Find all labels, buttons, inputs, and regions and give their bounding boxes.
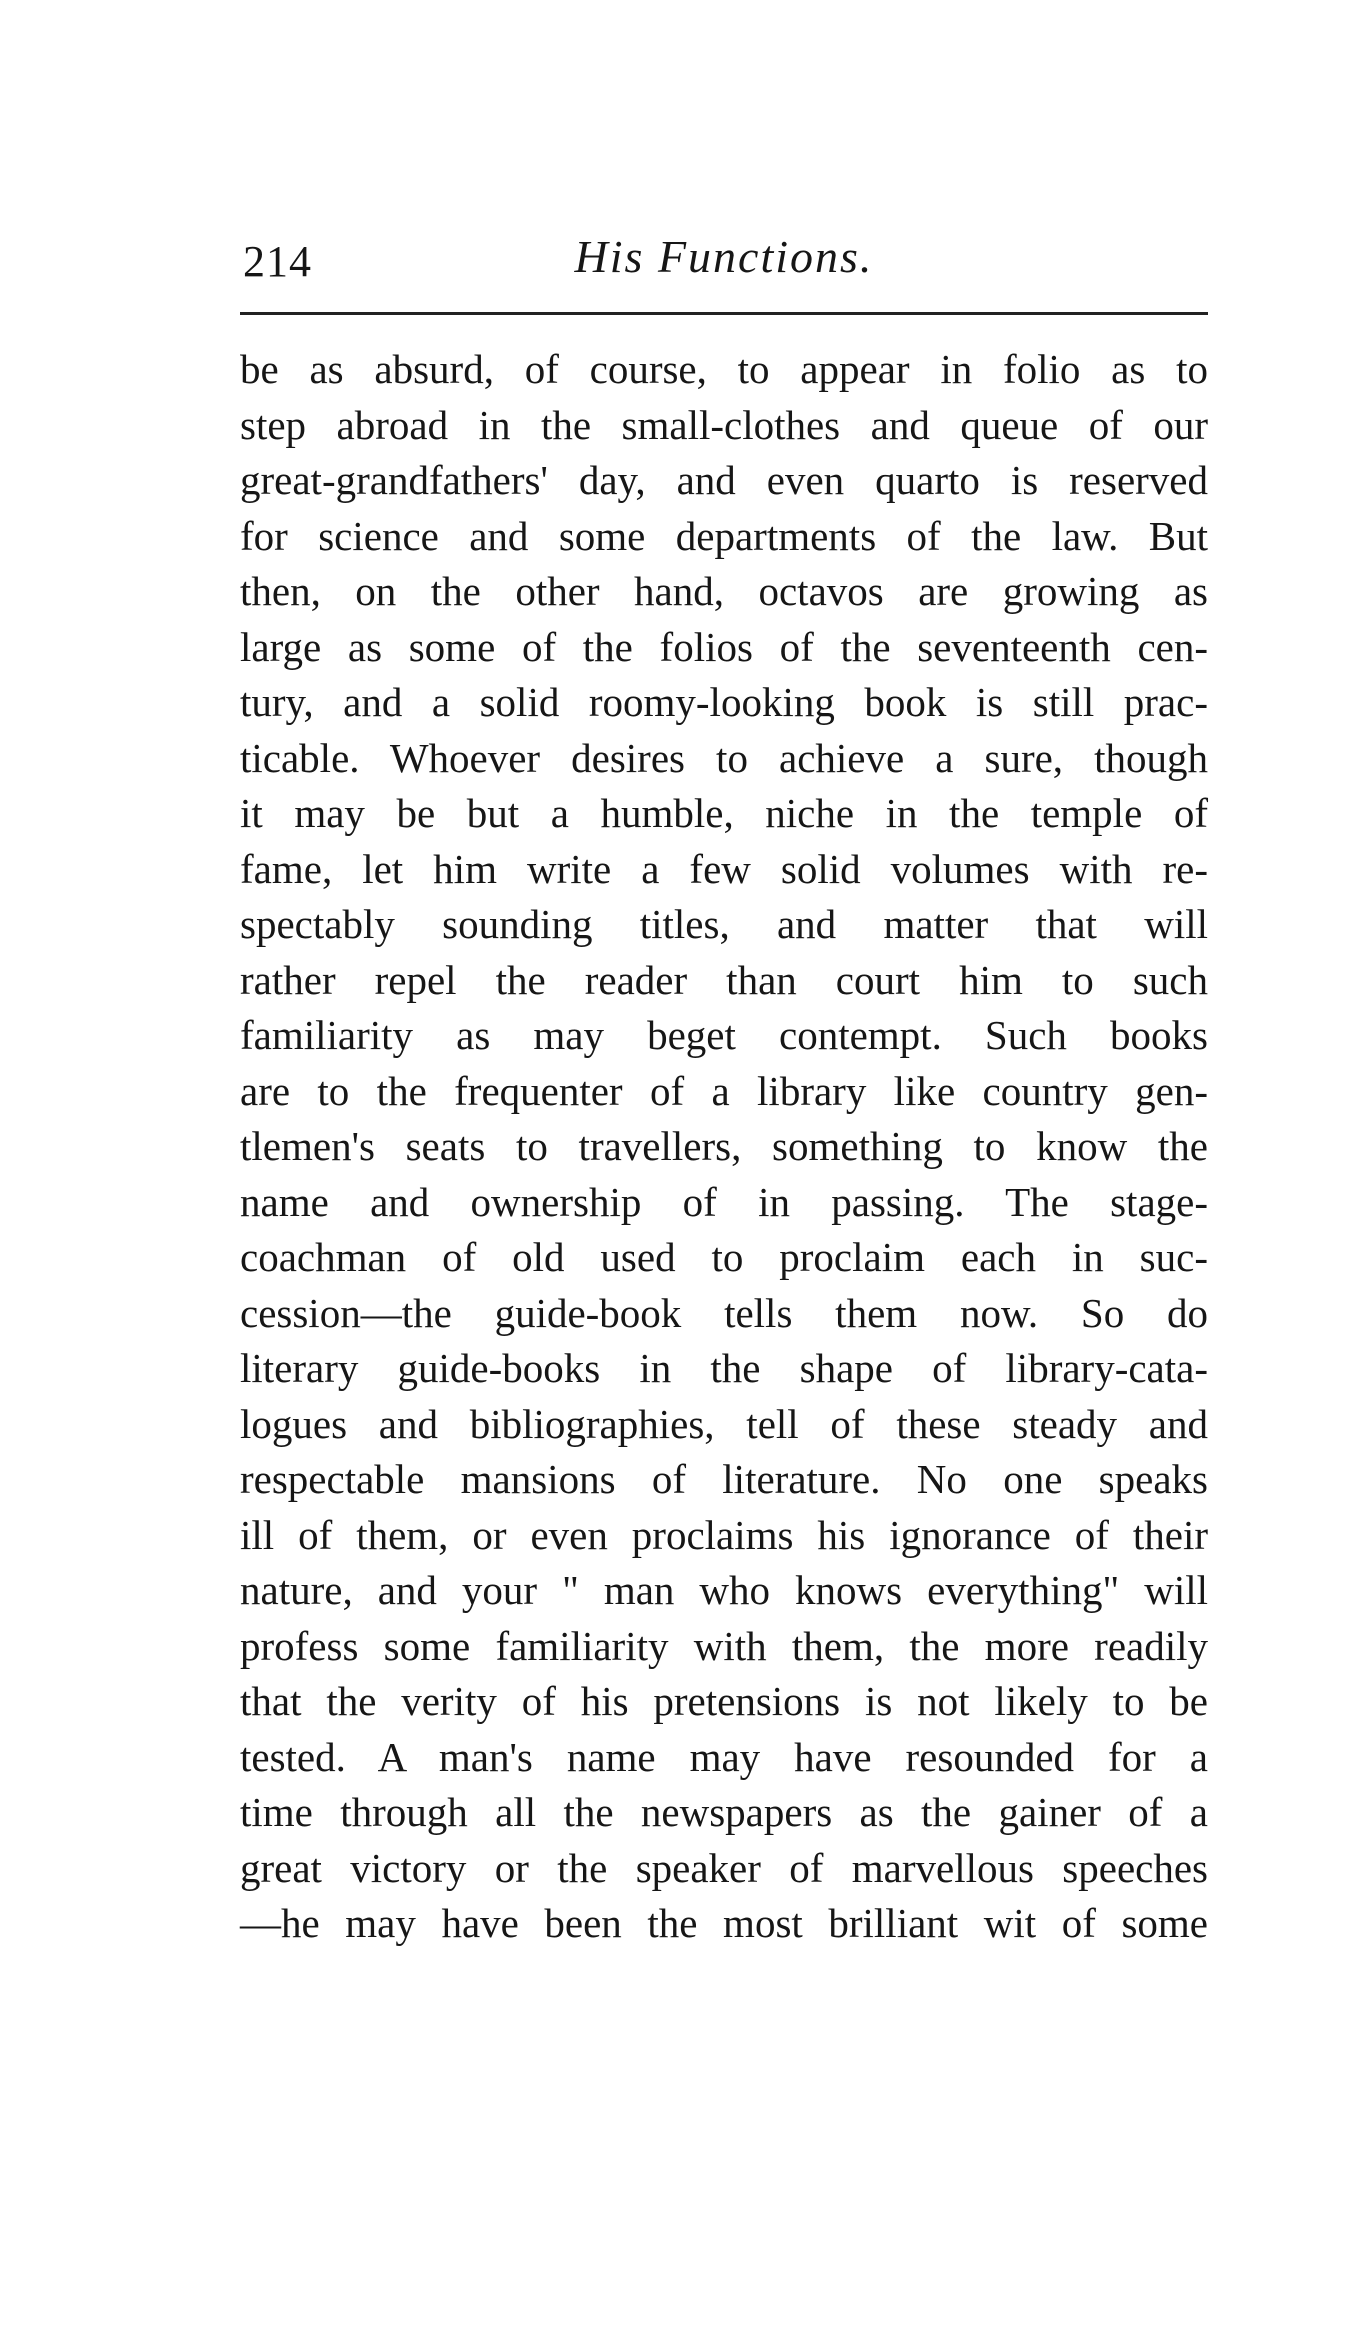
- text-line: literary guide-books in the shape of library-cata-: [240, 1345, 1208, 1391]
- text-line: logues and bibliographies, tell of these steady and: [240, 1400, 1208, 1447]
- running-head: [240, 230, 1208, 300]
- text-line: coachman of old used to proclaim each in suc-: [240, 1234, 1208, 1280]
- text-line: —he may have been the most brilliant wit of some: [240, 1900, 1208, 1946]
- text-line: step abroad in the small-clothes and queue of our: [240, 401, 1208, 448]
- text-line: be as absurd, of course, to appear in folio as to: [240, 346, 1208, 392]
- text-line: respectable mansions of literature. No one speaks: [240, 1456, 1208, 1502]
- text-line: tlemen's seats to travellers, something to know the: [240, 1123, 1208, 1169]
- text-line: then, on the other hand, octavos are growing as: [240, 568, 1208, 614]
- text-line: large as some of the folios of the seventeenth cen-: [240, 623, 1208, 670]
- text-line: name and ownership of in passing. The stage-: [240, 1178, 1208, 1225]
- text-line: time through all the newspapers as the gainer of a: [240, 1789, 1208, 1835]
- text-line: familiarity as may beget contempt. Such books: [240, 1012, 1208, 1058]
- text-line: ticable. Whoever desires to achieve a sure, though: [240, 734, 1208, 781]
- text-line: tury, and a solid roomy-looking book is still prac-: [240, 679, 1208, 725]
- running-title: His Functions.: [574, 231, 874, 282]
- text-line: profess some familiarity with them, the more readily: [240, 1622, 1208, 1669]
- page-number: 214: [243, 237, 312, 286]
- text-line: ill of them, or even proclaims his ignorance of their: [240, 1511, 1208, 1558]
- text-line: great victory or the speaker of marvellous speeches: [240, 1844, 1208, 1891]
- header-rule: [240, 312, 1208, 315]
- text-line: cession—the guide-book tells them now. So do: [240, 1289, 1208, 1336]
- text-line: spectably sounding titles, and matter that will: [240, 901, 1208, 947]
- text-line: tested. A man's name may have resounded for a: [240, 1733, 1208, 1780]
- text-line: great-grandfathers' day, and even quarto is reserved: [240, 457, 1208, 503]
- text-line: it may be but a humble, niche in the temple of: [240, 790, 1208, 836]
- text-line: rather repel the reader than court him to such: [240, 956, 1208, 1003]
- body-text: [240, 342, 1208, 1952]
- text-line: are to the frequenter of a library like country gen-: [240, 1067, 1208, 1114]
- text-line: fame, let him write a few solid volumes with re-: [240, 845, 1208, 892]
- text-line: that the verity of his pretensions is not likely to be: [240, 1678, 1208, 1724]
- text-line: for science and some departments of the law. But: [240, 512, 1208, 559]
- text-line: nature, and your " man who knows everything" will: [240, 1567, 1208, 1613]
